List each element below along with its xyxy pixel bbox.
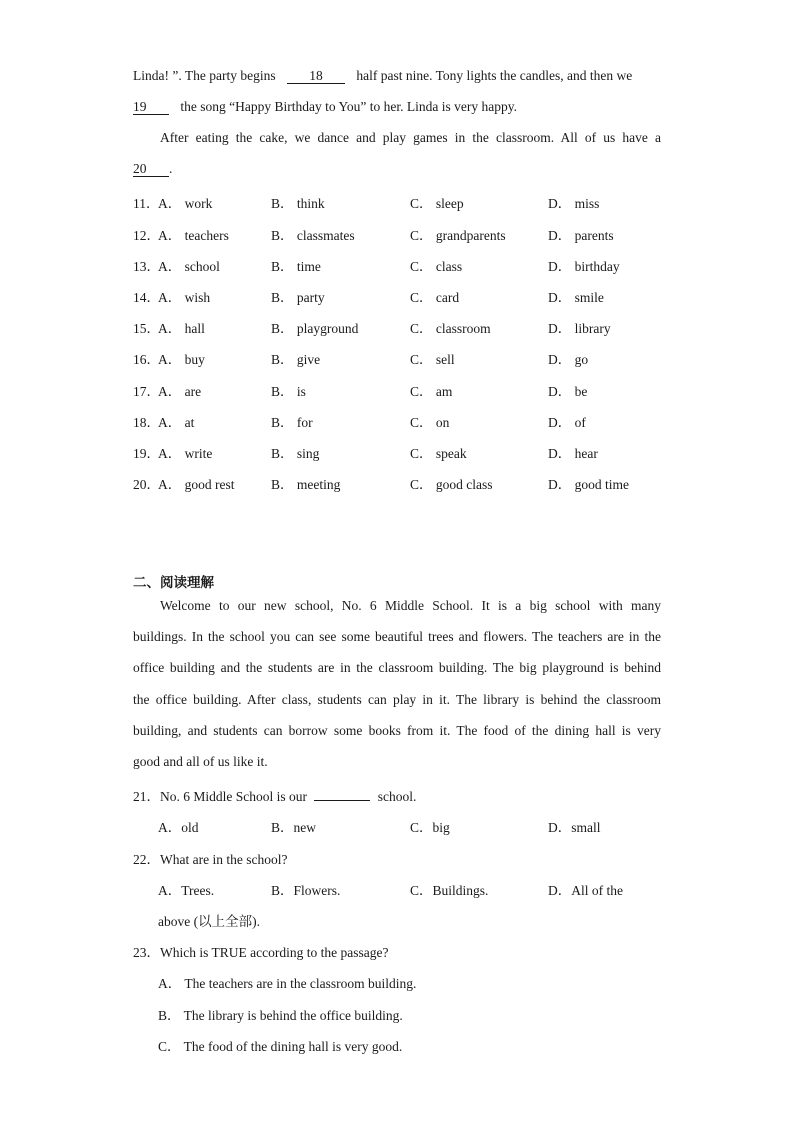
option-c[interactable]: C． sleep xyxy=(410,196,464,211)
option-row-12 xyxy=(133,224,673,244)
option-b[interactable]: B．new xyxy=(271,820,316,835)
option-c[interactable]: C． classroom xyxy=(410,321,491,336)
option-a[interactable]: A． are xyxy=(158,384,202,399)
option-d[interactable]: D． parents xyxy=(548,228,614,243)
option-a[interactable]: A．Trees. xyxy=(158,883,215,898)
option-a[interactable]: A． write xyxy=(158,446,213,461)
option-b[interactable]: B． is xyxy=(271,384,306,399)
option-a[interactable]: A． wish xyxy=(158,290,211,305)
question-text: school. xyxy=(377,789,417,804)
question-number: 13． xyxy=(133,259,160,274)
option-a[interactable]: A． at xyxy=(158,415,195,430)
option-d[interactable]: D． miss xyxy=(548,196,600,211)
blank-19: 19 xyxy=(133,100,169,115)
option-a[interactable]: A． The teachers are in the classroom building. xyxy=(158,976,417,991)
option-d[interactable]: D． library xyxy=(548,321,611,336)
passage-line-3 xyxy=(160,130,661,146)
option-d-continued: above (以上全部). xyxy=(158,914,260,929)
option-b[interactable]: B． party xyxy=(271,290,325,305)
option-b[interactable]: B． meeting xyxy=(271,477,341,492)
question-number: 14． xyxy=(133,290,160,305)
reading-text: Welcome to our new school, No. 6 Middle School. It is a big school with many xyxy=(160,598,661,613)
option-row-17 xyxy=(133,380,673,400)
answer-blank xyxy=(314,800,370,801)
option-a[interactable]: A．old xyxy=(158,820,199,835)
section-heading: 二、阅读理解 xyxy=(133,575,214,591)
option-b[interactable]: B． think xyxy=(271,196,325,211)
question-21-options xyxy=(133,816,673,836)
option-a[interactable]: A． work xyxy=(158,196,213,211)
option-row-11 xyxy=(133,192,673,212)
option-c[interactable]: C． class xyxy=(410,259,463,274)
option-b[interactable]: B． The library is behind the office building. xyxy=(158,1008,403,1023)
question-number: 11． xyxy=(133,196,160,211)
reading-text: the office building. After class, students can play in it. The library is behind the classroom xyxy=(133,692,661,707)
option-d[interactable]: D． smile xyxy=(548,290,604,305)
option-b[interactable]: B． time xyxy=(271,259,321,274)
reading-text: office building and the students are in the classroom building. The big playground is behind xyxy=(133,660,661,675)
blank-18: 18 xyxy=(287,69,345,84)
passage-line-1 xyxy=(133,68,632,84)
option-b[interactable]: B． playground xyxy=(271,321,359,336)
option-c[interactable]: C． speak xyxy=(410,446,467,461)
reading-line-1 xyxy=(160,598,661,614)
question-text: 21．No. 6 Middle School is our xyxy=(133,789,307,804)
option-a[interactable]: A． good rest xyxy=(158,477,235,492)
option-row-16 xyxy=(133,348,673,368)
option-c[interactable]: C． good class xyxy=(410,477,493,492)
passage-text: . xyxy=(169,161,173,176)
option-d[interactable]: D．small xyxy=(548,820,601,835)
option-c[interactable]: C．big xyxy=(410,820,450,835)
passage-line-2 xyxy=(133,99,517,115)
reading-text: buildings. In the school you can see some beautiful trees and flowers. The teachers are in the xyxy=(133,629,661,644)
question-number: 20． xyxy=(133,477,160,492)
option-b[interactable]: B． sing xyxy=(271,446,320,461)
option-b[interactable]: B． give xyxy=(271,352,321,367)
question-21-stem xyxy=(133,785,416,805)
option-d[interactable]: D． be xyxy=(548,384,588,399)
reading-line-5 xyxy=(133,723,661,739)
option-d[interactable]: D． birthday xyxy=(548,259,620,274)
question-22-stem: 22．What are in the school? xyxy=(133,852,288,867)
option-d[interactable]: D．All of the xyxy=(548,883,623,898)
option-d[interactable]: D． of xyxy=(548,415,586,430)
option-c[interactable]: C． grandparents xyxy=(410,228,506,243)
option-d[interactable]: D． go xyxy=(548,352,589,367)
question-number: 12． xyxy=(133,228,160,243)
question-number: 15． xyxy=(133,321,160,336)
question-number: 18． xyxy=(133,415,160,430)
passage-text: the song “Happy Birthday to You” to her. Linda is very happy. xyxy=(180,99,517,114)
question-number: 16． xyxy=(133,352,160,367)
question-number: 17． xyxy=(133,384,160,399)
passage-text: Linda! ”. The party begins xyxy=(133,68,276,83)
option-c[interactable]: C． on xyxy=(410,415,450,430)
option-c[interactable]: C．Buildings. xyxy=(410,883,489,898)
reading-line-6: good and all of us like it. xyxy=(133,754,268,769)
reading-text: building, and students can borrow some books from it. The food of the dining hall is very xyxy=(133,723,661,738)
passage-text: After eating the cake, we dance and play games in the classroom. All of us have a xyxy=(160,130,661,145)
passage-line-4 xyxy=(133,161,172,177)
option-b[interactable]: B．Flowers. xyxy=(271,883,341,898)
reading-line-4 xyxy=(133,692,661,708)
option-d[interactable]: D． good time xyxy=(548,477,629,492)
option-c[interactable]: C． sell xyxy=(410,352,455,367)
option-a[interactable]: A． school xyxy=(158,259,220,274)
passage-text: half past nine. Tony lights the candles, and then we xyxy=(356,68,633,83)
reading-line-3 xyxy=(133,660,661,676)
option-row-19 xyxy=(133,442,673,462)
option-row-13 xyxy=(133,255,673,275)
option-row-18 xyxy=(133,411,673,431)
option-a[interactable]: A． buy xyxy=(158,352,205,367)
reading-line-2 xyxy=(133,629,661,645)
option-a[interactable]: A． teachers xyxy=(158,228,229,243)
option-row-15 xyxy=(133,317,673,337)
option-b[interactable]: B． classmates xyxy=(271,228,355,243)
option-c[interactable]: C． card xyxy=(410,290,460,305)
option-d[interactable]: D． hear xyxy=(548,446,598,461)
option-c[interactable]: C． The food of the dining hall is very good. xyxy=(158,1039,403,1054)
question-23-stem: 23．Which is TRUE according to the passage? xyxy=(133,945,389,960)
option-a[interactable]: A． hall xyxy=(158,321,205,336)
option-c[interactable]: C． am xyxy=(410,384,453,399)
question-22-options xyxy=(133,879,673,899)
question-number: 19． xyxy=(133,446,160,461)
blank-20: 20 xyxy=(133,162,169,177)
option-b[interactable]: B． for xyxy=(271,415,313,430)
option-row-14 xyxy=(133,286,673,306)
option-row-20 xyxy=(133,473,673,493)
